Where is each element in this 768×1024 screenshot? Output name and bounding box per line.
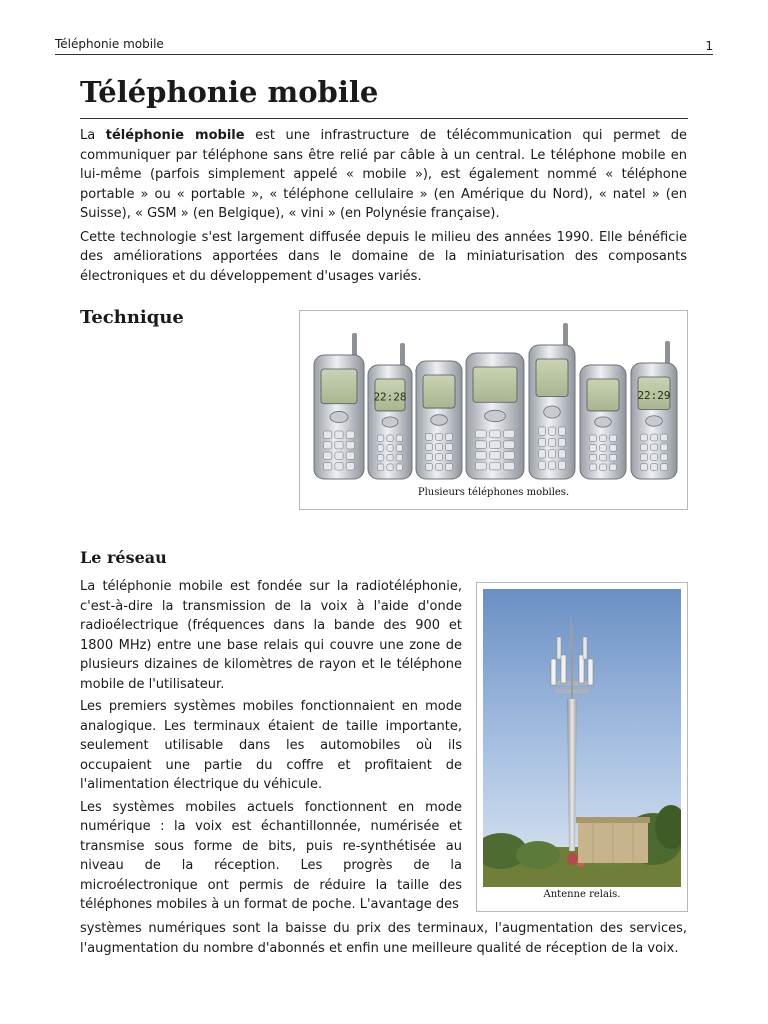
intro-p1-start: La — [80, 128, 106, 143]
mobile-phone — [368, 343, 412, 479]
mobile-phone — [529, 323, 575, 479]
intro-p1-rest: est une infrastructure de télécommunication qui permet de communiquer par téléphone sans être relié par câble à un central. Le téléphone mobile en lui-même (parfois simplement appelé « mobile »), est également nommé « téléphone portable » ou « portable », « téléphone cellulaire » (en Amérique du Nord), « natel » (en Suisse), « GSM » (en Belgique), « vini » (en Polynésie française). — [80, 128, 687, 221]
antenna-image — [483, 589, 681, 887]
intro-paragraph-2: Cette technologie s'est largement diffusée depuis le milieu des années 1990. Elle bénéficie des améliorations apportées dans le domaine de la miniaturisation des composants électroniques et du développement d'usages variés. — [80, 229, 687, 284]
reseau-paragraph-2: Les premiers systèmes mobiles fonctionnaient en mode analogique. Les terminaux étaient de taille importante, seulement utilisable dans les automobiles où ils occupaient une partie du coffre et profitaient de l'alimentation électrique du véhicule. — [80, 699, 462, 792]
reseau-paragraph-1: La téléphonie mobile est fondée sur la radiotéléphonie, c'est-à-dire la transmission de la voix à l'aide d'onde radioélectrique (fréquences dans la bande des 900 et 1800 MHz) entre une base relais qui couvre une zone de plusieurs dizaines de kilomètres de rayon et le téléphone mobile de l'utilisateur. — [80, 579, 462, 692]
phones-caption: Plusieurs téléphones mobiles. — [417, 487, 570, 498]
heading-reseau: Le réseau — [80, 548, 167, 567]
mobile-phone — [416, 361, 462, 479]
phone-screen-text: 22:29 — [637, 389, 671, 403]
reseau-full-width-text — [80, 919, 687, 958]
intro-section — [80, 126, 687, 290]
heading-technique: Technique — [80, 307, 184, 328]
reseau-column-text — [80, 577, 462, 918]
intro-paragraph-1 — [80, 126, 687, 224]
phones-figure — [299, 310, 688, 510]
intro-p1-bold-term: téléphonie mobile — [105, 128, 245, 143]
page-title: Téléphonie mobile — [80, 74, 688, 119]
mobile-phone — [631, 341, 677, 479]
mobile-phone — [314, 333, 364, 479]
running-header — [55, 36, 713, 55]
phone-screen-text: 22:28 — [373, 390, 407, 404]
reseau-paragraph-3-start: Les systèmes mobiles actuels fonctionnent en mode numérique : la voix est échantillonnée, numérisée et transmise sous forme de bits, puis re-synthétisée au niveau de la réception. Les progrès de la microélectronique ont permis de réduire la taille des téléphones mobiles à un format de poche. L'avantage des — [80, 799, 462, 912]
mobile-phone — [466, 353, 524, 479]
antenna-figure — [476, 582, 688, 912]
running-title: Téléphonie mobile — [55, 37, 164, 51]
reseau-paragraph-3-end: systèmes numériques sont la baisse du prix des terminaux, l'augmentation des services, l'augmentation du nombre d'abonnés et enfin une meilleure qualité de réception de la voix. — [80, 921, 687, 956]
phones-image — [300, 311, 687, 509]
antenna-caption: Antenne relais. — [543, 889, 621, 900]
page-number: 1 — [705, 39, 713, 53]
mobile-phone — [580, 365, 626, 479]
